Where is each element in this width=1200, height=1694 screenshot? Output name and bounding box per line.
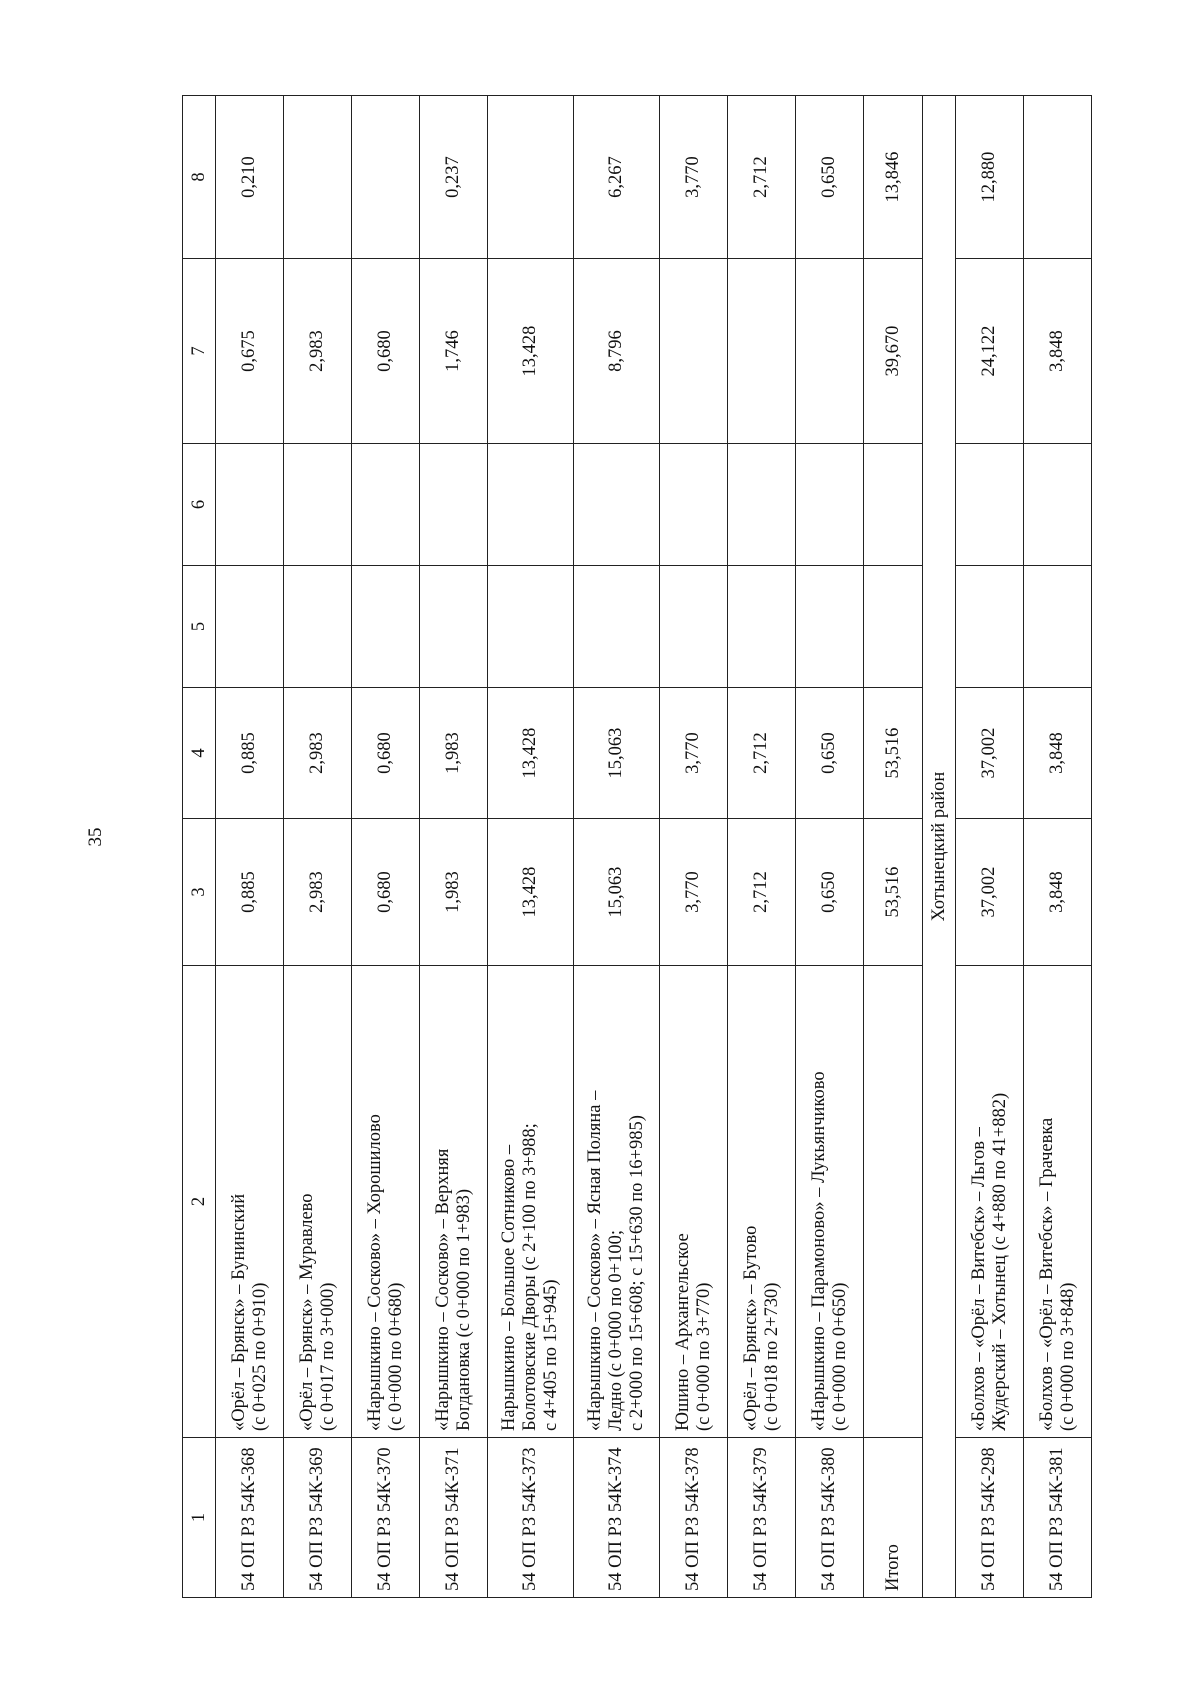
road-name-cell: «Болхов – «Орёл – Витебск» – Льгов – Жудерский – Хотынец (с 4+880 по 41+882) (956, 966, 1024, 1438)
road-name-cell: «Нарышкино – Сосково» – Верхняя Богдановка (с 0+000 по 1+983) (420, 966, 488, 1438)
table-row (216, 96, 284, 1598)
value-cell (796, 444, 864, 566)
value-cell: 3,770 (660, 96, 728, 259)
value-cell: 2,983 (284, 259, 352, 444)
road-id-cell: 54 ОП РЗ 54К-379 (728, 1438, 796, 1598)
table-row (574, 96, 660, 1598)
table-row (284, 96, 352, 1598)
value-cell (216, 444, 284, 566)
header-cell: 2 (183, 966, 216, 1438)
road-name-cell: «Орёл – Брянск» – Бунинский (с 0+025 по 0+910) (216, 966, 284, 1438)
road-name-cell: «Нарышкино – Сосково» – Хорошилово (с 0+000 по 0+680) (352, 966, 420, 1438)
road-id-cell: 54 ОП РЗ 54К-369 (284, 1438, 352, 1598)
road-name-cell: «Орёл – Брянск» – Муравлево (с 0+017 по 3+000) (284, 966, 352, 1438)
value-cell (284, 96, 352, 259)
value-cell: 2,983 (284, 819, 352, 966)
value-cell: 2,712 (728, 688, 796, 819)
value-cell: 1,983 (420, 688, 488, 819)
value-cell: 13,428 (488, 688, 574, 819)
value-cell: 3,770 (660, 688, 728, 819)
district-heading: Хотынецкий район (923, 96, 956, 1598)
table-body (956, 96, 1092, 1598)
value-cell (488, 566, 574, 688)
header-cell: 6 (183, 444, 216, 566)
value-cell (488, 96, 574, 259)
value-cell: 24,122 (956, 259, 1024, 444)
value-cell: 0,237 (420, 96, 488, 259)
value-cell: 3,848 (1024, 819, 1092, 966)
value-cell: 2,983 (284, 688, 352, 819)
road-id-cell: 54 ОП РЗ 54К-380 (796, 1438, 864, 1598)
total-label: Итого (864, 1438, 923, 1598)
value-cell: 0,885 (216, 819, 284, 966)
value-cell (352, 566, 420, 688)
total-row (864, 96, 923, 1598)
table-row (796, 96, 864, 1598)
total-value: 53,516 (864, 819, 923, 966)
value-cell (284, 566, 352, 688)
value-cell: 8,796 (574, 259, 660, 444)
value-cell: 12,880 (956, 96, 1024, 259)
value-cell: 0,680 (352, 259, 420, 444)
value-cell: 0,650 (796, 688, 864, 819)
table-row (660, 96, 728, 1598)
road-name-cell: «Нарышкино – Парамоново» – Лукьянчиково (с 0+000 по 0+650) (796, 966, 864, 1438)
total-value: 39,670 (864, 259, 923, 444)
value-cell: 15,063 (574, 819, 660, 966)
value-cell (728, 444, 796, 566)
value-cell: 13,428 (488, 259, 574, 444)
value-cell: 13,428 (488, 819, 574, 966)
road-name-cell: Нарышкино – Большое Сотниково – Болотовские Дворы (с 2+100 по 3+988; с 4+405 по 15+945) (488, 966, 574, 1438)
value-cell (728, 259, 796, 444)
value-cell: 0,650 (796, 96, 864, 259)
value-cell (420, 566, 488, 688)
value-cell (660, 444, 728, 566)
road-id-cell: 54 ОП РЗ 54К-378 (660, 1438, 728, 1598)
value-cell: 3,848 (1024, 688, 1092, 819)
value-cell (574, 566, 660, 688)
value-cell (796, 566, 864, 688)
total-value: 53,516 (864, 688, 923, 819)
value-cell: 0,675 (216, 259, 284, 444)
value-cell (352, 444, 420, 566)
value-cell (216, 566, 284, 688)
value-cell (660, 566, 728, 688)
value-cell (420, 444, 488, 566)
value-cell: 0,885 (216, 688, 284, 819)
table-body (216, 96, 864, 1598)
total-value: 13,846 (864, 96, 923, 259)
roads-table (182, 95, 1092, 1598)
header-cell: 7 (183, 259, 216, 444)
value-cell (1024, 96, 1092, 259)
page-number: 35 (85, 827, 106, 847)
value-cell (574, 444, 660, 566)
value-cell: 6,267 (574, 96, 660, 259)
road-id-cell: 54 ОП РЗ 54К-298 (956, 1438, 1024, 1598)
header-cell: 1 (183, 1438, 216, 1598)
header-cell: 4 (183, 688, 216, 819)
table-row (488, 96, 574, 1598)
rotated-table-container (182, 96, 1122, 1598)
road-name-cell: Юшино – Архангельское (с 0+000 по 3+770) (660, 966, 728, 1438)
value-cell (284, 444, 352, 566)
road-name-cell: «Нарышкино – Сосково» – Ясная Поляна – Ледно (с 0+000 по 0+100; с 2+000 по 15+608; с 15+630 по 16+985) (574, 966, 660, 1438)
total-value (864, 566, 923, 688)
value-cell: 37,002 (956, 819, 1024, 966)
table-row (728, 96, 796, 1598)
table-row (1024, 96, 1092, 1598)
value-cell (956, 566, 1024, 688)
header-cell: 8 (183, 96, 216, 259)
total-value (864, 444, 923, 566)
value-cell (796, 259, 864, 444)
table-cell (864, 966, 923, 1438)
table-row (352, 96, 420, 1598)
value-cell: 3,848 (1024, 259, 1092, 444)
road-name-cell: «Орёл – Брянск» – Бутово (с 0+018 по 2+730) (728, 966, 796, 1438)
value-cell: 1,746 (420, 259, 488, 444)
table-row (956, 96, 1024, 1598)
value-cell (660, 259, 728, 444)
value-cell: 0,680 (352, 819, 420, 966)
header-cell: 3 (183, 819, 216, 966)
value-cell (956, 444, 1024, 566)
road-id-cell: 54 ОП РЗ 54К-373 (488, 1438, 574, 1598)
road-name-cell: «Болхов – «Орёл – Витебск» – Грачевка (с 0+000 по 3+848) (1024, 966, 1092, 1438)
table-row (420, 96, 488, 1598)
value-cell (352, 96, 420, 259)
value-cell (1024, 566, 1092, 688)
road-id-cell: 54 ОП РЗ 54К-371 (420, 1438, 488, 1598)
road-id-cell: 54 ОП РЗ 54К-381 (1024, 1438, 1092, 1598)
value-cell: 2,712 (728, 96, 796, 259)
header-cell: 5 (183, 566, 216, 688)
value-cell: 0,650 (796, 819, 864, 966)
value-cell: 0,210 (216, 96, 284, 259)
value-cell: 37,002 (956, 688, 1024, 819)
road-id-cell: 54 ОП РЗ 54К-374 (574, 1438, 660, 1598)
road-id-cell: 54 ОП РЗ 54К-368 (216, 1438, 284, 1598)
header-row (183, 96, 216, 1598)
value-cell: 3,770 (660, 819, 728, 966)
value-cell (1024, 444, 1092, 566)
district-row (923, 96, 956, 1598)
value-cell: 0,680 (352, 688, 420, 819)
value-cell: 1,983 (420, 819, 488, 966)
road-id-cell: 54 ОП РЗ 54К-370 (352, 1438, 420, 1598)
value-cell: 15,063 (574, 688, 660, 819)
value-cell (488, 444, 574, 566)
value-cell: 2,712 (728, 819, 796, 966)
value-cell (728, 566, 796, 688)
